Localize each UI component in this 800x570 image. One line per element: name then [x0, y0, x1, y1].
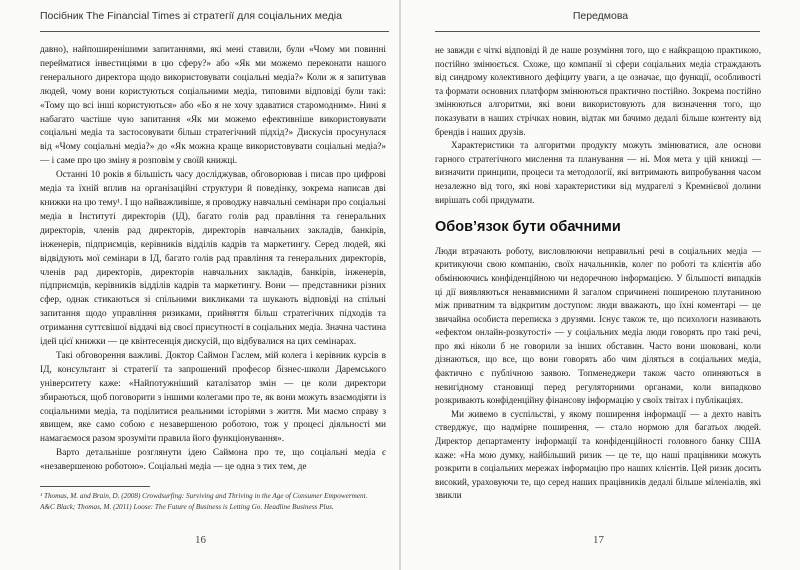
- footnote-rule: [40, 486, 150, 487]
- left-paragraph-4: Варто детальніше розглянути ідею Саймона про те, що соціальні медіа є «незавершеною роботою». Соціальні медіа — це одна з тих тем, де: [40, 448, 386, 473]
- left-running-head: Посібник The Financial Times зі стратегії для соціальних медіа: [40, 10, 342, 22]
- right-head-rule: [435, 31, 760, 32]
- right-page-number: 17: [593, 534, 604, 546]
- left-paragraph-3: Такі обговорення важливі. Доктор Саймон Гаслем, мій колега і керівник курсів в ІД, консультант зі стратегії та запрошений професор бізнес-школи Даремського університету каже: «Найпотужніший каталізатор змін — це коли директори збираються, щоб поговорити з іншими колегами про те, як вони можуть взаємодіяти із соціальними медіа, та поділитися реальними історіями з життя. Ми маємо справу з явищем, яке само собою є незавершеною роботою, тож у процесі діяльності ми намагаємося разом зрозуміти правила його функціонування».: [40, 350, 386, 445]
- right-page: [401, 0, 800, 570]
- left-page: [0, 0, 399, 570]
- right-paragraph-3: Люди втрачають роботу, висловлюючи неправильні речі в соціальних медіа — критикуючи свою компанію, своїх начальників, колег по роботі та клієнтів або обмінюючись конфіденційною чи недоречною інформацією. У більшості випадків ці дії виявляються ненавмисними й загалом спричинені поширеною плутаниною між приватним та відкритим доступом: люди вважають, що їхні коментарі — це звичайна особиста переписка з друзями. Існує також те, що психологи називають «ефектом онлайн-розкутості» — у соціальних медіа люди говорять про такі речі, про які ніколи б не говорили за інших обставин. Часто вони шоковані, коли дізнаються, що все, що вони говорять або чим діляться в соціальних медіа, фактично є публічною заявою. Топменеджери також часто опиняються в невигідному становищі перед регуляторними органами, коли випадково розкривають конфіденційну фінансову інформацію у своїх твітах і публікаціях.: [435, 245, 761, 406]
- section-heading: Обов’язок бути обачними: [435, 219, 621, 236]
- right-text-column: [435, 44, 761, 503]
- right-running-head: Передмова: [572, 10, 629, 22]
- right-paragraph-1: не завжди є чіткі відповіді й де наше розуміння того, що є найкращою практикою, постійно змінюється. Схоже, що компанії зі сфери соціальних медіа страждають від синдрому колективного дефіциту уваги, а це означає, що функції, особливості та формати основних платформ змінюються практично постійно. Зокрема постійно змінюються алгоритми, які вони використовують для визначення того, що показувати в наших стрічках новин, відтак ми бачимо дедалі більше контенту від брендів і наших друзів.: [435, 45, 761, 137]
- left-text-column: [40, 44, 386, 475]
- right-paragraph-2: Характеристики та алгоритми продукту можуть змінюватися, але основи гарного стратегічного мислення та планування — ні. Моя мета у цій книжці — визначити принципи, процеси та методології, які витримають випробування часом незалежно від того, які нові характеристики від мудрагелі з Кремнієвої долини вирішать собі придумати.: [435, 140, 761, 205]
- left-paragraph-2: Останні 10 років я більшість часу досліджував, обговорював і писав про цифрові медіа та їхній вплив на організаційні структури й поведінку, зокрема написав дві книжки на цю тему¹. І що найважливіше, я проводжу навчальні семінари про соціальні медіа в Інституті директорів (ІД), багато голів рад правління та генеральних директорів, членів рад директорів, директорів навчальних закладів, банкірів, інженерів, підприємців, керівників відділів кадрів та маркетингу. Серед людей, які відвідують мої семінари в ІД, багато голів рад правління та генеральних директорів, членів рад директорів, директорів навчальних закладів, банкірів, інженерів, підприємців, керівників відділів кадрів та маркетингу. Вони — представники різних сфер, однак стикаються зі спільними викликами та шукають відповіді на спільні запитання щодо управління ризиками, прийняття більш стратегічних підходів та отримання суттєвішої віддачі від своєї присутності в соціальних медіа. Значна частина ідей цієї книжки — це квінтесенція дискусій, що відбувалися на цих семінарах.: [40, 170, 386, 348]
- right-paragraph-4: Ми живемо в суспільстві, у якому поширення інформації — а дехто навіть стверджує, що надмірне поширення, — стало нормою для багатьох людей. Директор департаменту інформації та конфіденційності головного банку США каже: «На мою думку, найбільший ризик — це те, що наші працівники можуть розкрити в соціальних мережах інформацію про наших клієнтів. Цей ризик досить високий, ураховуючи те, що серед наших працівників дедалі більше міленіалів, які звикли: [435, 408, 761, 501]
- left-page-number: 16: [195, 534, 206, 546]
- left-head-rule: [40, 31, 389, 32]
- footnote: ¹ Thomas, M. and Brain, D. (2008) Crowdsurfing: Surviving and Thriving in the Age of Consumer Empowerment. A&C Black; Thomas, M. (2011) Loose: The Future of Business is Letting Go. Headline Business Plus.: [40, 492, 368, 511]
- left-paragraph-1: давно), найпоширенішими запитаннями, які мені ставили, були «Чому ми повинні перейматися інвестиціями в цю сферу?» або «Як ми можемо переконати нашого генерального директора щодо використовувати соціальні медіа?» Коли ж я запитував людей, чому вони користуються соціальними медіа, типовими відповіді були такі: «Тому що всі інші користуються» або «Бо я не хочу здаватися старомодним». Нині я набагато частіше чую запитання «Як ми можемо ефективніше використовувати соціальні медіа та застосовувати більш стратегічний підхід?» Дискусія просунулася від «Чому соціальні медіа?» до «Як можна краще використовувати соціальні медіа?» — і саме про цю зміну я розповім у своїй книжці.: [40, 45, 386, 167]
